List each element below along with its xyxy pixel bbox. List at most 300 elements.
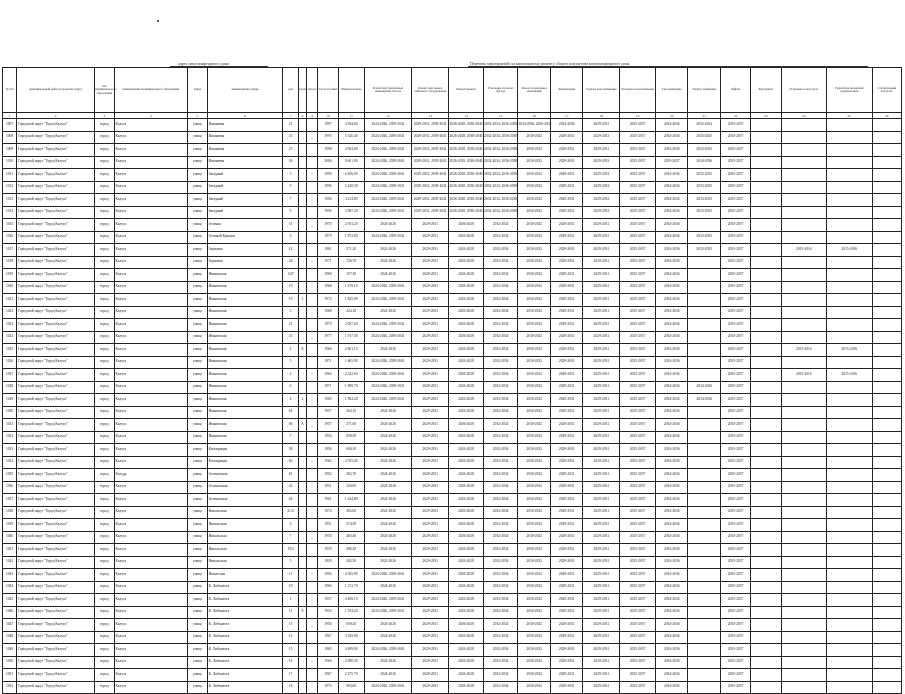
table-cell: 2029-2031	[583, 506, 620, 519]
table-cell: 1008	[3, 131, 17, 144]
table-cell: 2026-2028	[449, 606, 484, 619]
table-cell: 2035-2037	[720, 281, 750, 294]
table-cell	[688, 469, 720, 482]
table-cell	[688, 344, 720, 357]
table-cell: 2026-2028	[449, 331, 484, 344]
table-cell: Ивановская	[207, 356, 283, 369]
table-cell: 2030-2032	[518, 206, 550, 219]
table-cell	[751, 144, 781, 157]
table-cell: Калуга	[114, 219, 188, 232]
table-cell: 2035-2037	[620, 319, 656, 332]
table-cell: 2029-2033	[583, 156, 620, 169]
table-cell: 2024-2026	[364, 494, 412, 507]
table-cell: 2032-2034	[483, 431, 518, 444]
table-cell	[827, 356, 872, 369]
table-cell: 2026-2028, 2038-2040	[449, 206, 484, 219]
table-cell: 2026-2028	[449, 506, 484, 519]
table-cell: 3	[283, 306, 298, 319]
table-cell: 2024-2026, 2039-2041	[364, 294, 412, 307]
table-cell: 2026-2028	[449, 619, 484, 632]
table-cell	[751, 281, 781, 294]
table-cell	[872, 594, 901, 607]
table-cell: улица	[188, 119, 207, 132]
table-cell: город	[95, 331, 114, 344]
table-cell: 2032-2034	[483, 244, 518, 257]
table-cell	[298, 681, 307, 694]
table-cell	[827, 281, 872, 294]
table-cell: 2035-2037	[720, 519, 750, 532]
table-cell: 2035-2037	[620, 419, 656, 432]
table-cell: 2035-2037	[620, 194, 656, 207]
table-cell: город	[95, 656, 114, 669]
table-cell: 2034-2036	[655, 569, 687, 582]
table-cell	[827, 644, 872, 657]
table-cell: 2035-2037	[620, 394, 656, 407]
table-cell	[751, 119, 781, 132]
table-cell: 2029-2031	[550, 606, 582, 619]
table-cell: 2026-2028	[449, 594, 484, 607]
table-cell: 2035-2037	[620, 269, 656, 282]
table-cell: 2035-2037	[620, 494, 656, 507]
table-cell: 2034-2036	[655, 606, 687, 619]
table-row	[3, 644, 902, 657]
table-cell: 2015-2016	[827, 244, 872, 257]
table-cell: 2030-2032	[518, 244, 550, 257]
table-cell: 2034-2036	[655, 594, 687, 607]
table-cell: 1023	[3, 319, 17, 332]
table-cell: К. Либкнехта	[207, 681, 283, 694]
table-cell: 2029-2031, 2039-2041	[412, 156, 449, 169]
table-cell: 2015-2016	[781, 244, 826, 257]
table-cell	[307, 144, 318, 157]
table-cell: Калуга	[114, 481, 188, 494]
table-cell: 1 554,20	[338, 606, 364, 619]
table-cell: город	[95, 481, 114, 494]
table-row	[3, 131, 902, 144]
table-cell: 2033-2035	[688, 206, 720, 219]
table-cell: улица	[188, 206, 207, 219]
table-cell: Городской округ "Город Калуга"	[17, 619, 95, 632]
table-cell: 2035-2037	[620, 656, 656, 669]
table-cell: 1019	[3, 269, 17, 282]
table-cell	[751, 369, 781, 382]
table-cell: 2035-2037	[620, 119, 656, 132]
table-cell: 2035-2037	[620, 581, 656, 594]
table-cell	[298, 269, 307, 282]
column-number: 9	[307, 113, 318, 119]
table-cell: 2029-2031	[583, 619, 620, 632]
table-row	[3, 506, 902, 519]
table-cell	[688, 419, 720, 432]
table-cell: 2035-2037	[720, 319, 750, 332]
table-cell: 2030-2032	[518, 294, 550, 307]
table-cell	[298, 381, 307, 394]
table-cell: Городской округ "Город Калуга"	[17, 381, 95, 394]
table-cell: 2034-2036	[655, 381, 687, 394]
table-cell: 2034-2036	[655, 544, 687, 557]
table-cell: 2029-2031	[412, 519, 449, 532]
table-cell	[751, 169, 781, 182]
table-cell: город	[95, 444, 114, 457]
table-cell: 2035-2037	[720, 231, 750, 244]
table-cell: 2030-2032	[518, 169, 550, 182]
column-number: 22	[720, 113, 750, 119]
table-cell: 2029-2031, 2039-2041	[412, 131, 449, 144]
table-cell: 5	[283, 356, 298, 369]
table-cell: 2026-2028, 2038-2040	[449, 156, 484, 169]
table-cell: город	[95, 544, 114, 557]
table-cell	[872, 406, 901, 419]
table-cell	[298, 219, 307, 232]
column-number: 16	[518, 113, 550, 119]
table-cell	[688, 444, 720, 457]
table-cell: город	[95, 381, 114, 394]
table-cell: 2026-2028	[449, 631, 484, 644]
table-cell: Никольская	[207, 531, 283, 544]
table-cell: 2035-2037	[620, 294, 656, 307]
table-cell: 2032-2034	[483, 506, 518, 519]
table-cell: Калуга	[114, 606, 188, 619]
table-cell: 2032-2034	[483, 669, 518, 682]
capital-repair-table	[2, 67, 902, 694]
column-number: 14	[449, 113, 484, 119]
table-cell: 21	[283, 119, 298, 132]
table-cell: 1020	[3, 281, 17, 294]
table-cell: 2035-2037	[620, 219, 656, 232]
table-cell: 2034-2036	[655, 506, 687, 519]
table-row	[3, 219, 902, 232]
table-cell: 2032-2034	[483, 331, 518, 344]
table-cell: 2029-2031	[583, 244, 620, 257]
table-cell: 1052	[3, 681, 17, 694]
table-cell: улица	[188, 606, 207, 619]
table-cell: Городской округ "Город Калуга"	[17, 644, 95, 657]
table-cell: 1957	[318, 406, 339, 419]
table-cell: Городской округ "Город Калуга"	[17, 119, 95, 132]
table-cell: 2029-2031	[550, 669, 582, 682]
table-cell: 2034-2036	[655, 269, 687, 282]
table-cell: 18	[283, 681, 298, 694]
table-cell: Никольская	[207, 544, 283, 557]
column-number: 10	[318, 113, 339, 119]
table-cell: 2029-2031	[550, 569, 582, 582]
table-cell: 2033-2035	[688, 231, 720, 244]
table-cell: 2024-2026, 2039-2041	[364, 181, 412, 194]
table-cell: 4	[283, 394, 298, 407]
table-cell	[688, 356, 720, 369]
table-cell	[872, 531, 901, 544]
column-header: Фундамент	[751, 68, 781, 113]
table-cell: улица	[188, 156, 207, 169]
column-number: 17	[550, 113, 582, 119]
table-cell: 1994	[318, 194, 339, 207]
table-cell	[751, 594, 781, 607]
table-cell: 2035-2037	[620, 306, 656, 319]
table-cell: 2 935,40	[338, 456, 364, 469]
table-cell	[827, 256, 872, 269]
table-cell: 1029	[3, 394, 17, 407]
table-cell: 1043	[3, 569, 17, 582]
table-cell: Калуга	[114, 319, 188, 332]
table-row	[3, 319, 902, 332]
table-cell: улица	[188, 381, 207, 394]
table-cell: 694,10	[338, 444, 364, 457]
table-cell	[872, 369, 901, 382]
table-cell: улица	[188, 544, 207, 557]
table-row	[3, 244, 902, 257]
column-header: Ремонт внутридомовых инженерных систем	[364, 68, 412, 113]
table-cell: 2029-2031	[550, 431, 582, 444]
table-cell	[298, 406, 307, 419]
column-header: тип муниципального образования	[95, 68, 114, 113]
table-cell	[688, 644, 720, 657]
table-cell: 1040	[3, 531, 17, 544]
table-cell: 2029-2031	[412, 294, 449, 307]
table-cell	[872, 356, 901, 369]
table-cell	[307, 544, 318, 557]
table-cell: город	[95, 494, 114, 507]
table-cell: Калуга	[114, 556, 188, 569]
table-cell: 2024-2026	[364, 531, 412, 544]
table-cell: 44	[283, 494, 298, 507]
table-cell: 3 987,20	[338, 206, 364, 219]
column-number: 3	[95, 113, 114, 119]
table-cell: 11	[283, 606, 298, 619]
table-cell	[298, 231, 307, 244]
table-cell: Калуга	[114, 156, 188, 169]
table-cell: 2026-2028	[449, 469, 484, 482]
table-cell: Ивановская	[207, 406, 283, 419]
table-cell: 2032-2034	[483, 656, 518, 669]
table-cell	[781, 481, 826, 494]
table-cell: 2034-2036	[655, 169, 687, 182]
table-cell: 2024-2026, 2039-2041	[364, 594, 412, 607]
table-cell: 4 365,90	[338, 569, 364, 582]
table-cell	[298, 644, 307, 657]
table-cell: Городской округ "Город Калуга"	[17, 669, 95, 682]
table-cell: 2032-2034	[483, 269, 518, 282]
table-cell: 2030-2032	[518, 581, 550, 594]
table-cell: улица	[188, 344, 207, 357]
table-cell	[827, 494, 872, 507]
table-cell: 1961	[318, 244, 339, 257]
table-cell: город	[95, 669, 114, 682]
table-cell	[872, 131, 901, 144]
table-row	[3, 519, 902, 532]
table-cell	[872, 294, 901, 307]
table-cell: 2029-2031	[550, 231, 582, 244]
table-cell: 2030-2032	[518, 431, 550, 444]
table-cell: 2029-2031	[583, 606, 620, 619]
column-header: Канализация	[550, 68, 582, 113]
table-cell	[751, 206, 781, 219]
table-cell	[781, 569, 826, 582]
table-cell	[751, 494, 781, 507]
table-cell: 2032-2034	[483, 381, 518, 394]
table-cell: 2032-2034, 2036-2038	[483, 119, 518, 132]
table-cell: 157,30	[338, 269, 364, 282]
table-cell	[781, 669, 826, 682]
table-cell: 2035-2037	[720, 456, 750, 469]
table-cell	[688, 581, 720, 594]
table-cell	[751, 306, 781, 319]
table-cell: 2026-2028, 2038-2040	[449, 119, 484, 132]
table-cell	[751, 644, 781, 657]
table-cell: Городской округ "Город Калуга"	[17, 206, 95, 219]
table-cell: Зеленовская	[207, 494, 283, 507]
table-cell: Городской округ "Город Калуга"	[17, 219, 95, 232]
table-cell: 2029-2031	[550, 419, 582, 432]
table-cell: 1033	[3, 444, 17, 457]
table-cell: 2032-2034, 2036-2038	[483, 156, 518, 169]
table-cell: 2029-2031	[412, 344, 449, 357]
table-cell: 2029-2031	[550, 619, 582, 632]
table-cell	[298, 569, 307, 582]
table-cell: Городской округ "Город Калуга"	[17, 556, 95, 569]
table-cell	[781, 594, 826, 607]
table-cell: 2035-2037	[620, 506, 656, 519]
table-cell: 2029-2031	[550, 456, 582, 469]
column-header: № п/п	[3, 68, 17, 113]
table-cell: 2029-2031	[550, 294, 582, 307]
table-cell: 2029-2031	[583, 581, 620, 594]
table-cell: город	[95, 556, 114, 569]
table-cell: 2032-2034	[483, 681, 518, 694]
table-cell	[298, 506, 307, 519]
table-cell: 2032-2034	[483, 306, 518, 319]
table-cell	[688, 506, 720, 519]
table-cell	[307, 256, 318, 269]
table-cell: 2032-2034	[483, 294, 518, 307]
table-cell: город	[95, 181, 114, 194]
table-row	[3, 469, 902, 482]
column-number: 15	[483, 113, 518, 119]
table-cell: 1956	[318, 444, 339, 457]
table-cell: 2035-2037	[620, 231, 656, 244]
table-row	[3, 169, 902, 182]
table-cell: 2029-2031	[412, 656, 449, 669]
table-cell: 2024-2026	[364, 444, 412, 457]
table-cell: 2029-2031	[550, 194, 582, 207]
table-cell: 6	[283, 381, 298, 394]
table-cell	[872, 606, 901, 619]
table-cell: Городской округ "Город Калуга"	[17, 469, 95, 482]
table-cell: 2035-2037	[720, 144, 750, 157]
table-cell	[307, 344, 318, 357]
table-cell: 2 275,70	[338, 669, 364, 682]
table-row	[3, 344, 902, 357]
table-cell: 2035-2037	[720, 494, 750, 507]
table-cell	[781, 519, 826, 532]
table-cell	[688, 369, 720, 382]
column-header: муниципальный район (городской округ)	[17, 68, 95, 113]
table-cell	[872, 144, 901, 157]
table-cell	[688, 669, 720, 682]
table-cell: 17	[283, 669, 298, 682]
table-cell: 2035-2037	[720, 156, 750, 169]
table-cell	[781, 219, 826, 232]
table-cell	[872, 281, 901, 294]
table-cell	[298, 519, 307, 532]
table-cell: 2032-2034	[483, 281, 518, 294]
table-cell: 2035-2037	[620, 356, 656, 369]
table-cell: 2030-2032	[518, 519, 550, 532]
table-cell: Городской округ "Город Калуга"	[17, 319, 95, 332]
table-cell: Вишневая	[207, 144, 283, 157]
works-group-label: Перечень мероприятий по капитальному ремонту общего имущества многоквартирного дома	[470, 61, 630, 66]
table-cell: 2029-2031	[583, 256, 620, 269]
table-cell	[872, 631, 901, 644]
table-cell: 2/13	[283, 506, 298, 519]
table-cell: 2029-2031	[583, 469, 620, 482]
table-cell: город	[95, 606, 114, 619]
table-cell	[781, 406, 826, 419]
table-cell: улица	[188, 619, 207, 632]
table-cell: 2029-2031	[550, 281, 582, 294]
table-cell: Зерновая	[207, 244, 283, 257]
table-cell: Калуга	[114, 331, 188, 344]
table-cell	[307, 606, 318, 619]
table-cell: 2032-2034	[483, 569, 518, 582]
table-cell	[872, 331, 901, 344]
table-cell: 2034-2036	[655, 394, 687, 407]
table-cell: 2024-2026	[364, 456, 412, 469]
table-cell: 61	[283, 469, 298, 482]
table-cell: город	[95, 344, 114, 357]
table-cell: 2029-2031	[412, 681, 449, 694]
table-cell: улица	[188, 669, 207, 682]
table-cell: город	[95, 156, 114, 169]
table-cell: Звездный	[207, 194, 283, 207]
table-cell: Калуга	[114, 281, 188, 294]
table-cell: 2029-2031	[583, 219, 620, 232]
table-cell: 19	[283, 281, 298, 294]
table-cell: 2029-2031, 2039-2041	[412, 181, 449, 194]
table-cell: 2035-2037	[720, 206, 750, 219]
table-cell: 2024-2026	[364, 481, 412, 494]
table-cell: К. Либкнехта	[207, 581, 283, 594]
table-cell: 2032-2034, 2036-2038	[483, 181, 518, 194]
table-cell: 51	[283, 219, 298, 232]
table-cell: 2029-2031	[412, 281, 449, 294]
table-cell: 2015-2016	[827, 344, 872, 357]
table-cell: 282,30	[338, 556, 364, 569]
table-cell	[751, 619, 781, 632]
table-cell: 2034-2036	[655, 431, 687, 444]
table-cell: 4	[283, 369, 298, 382]
table-cell: 2029-2031	[550, 381, 582, 394]
table-cell: 2032-2034	[483, 369, 518, 382]
table-cell: 2030-2032	[518, 494, 550, 507]
table-cell: 2030-2032	[518, 619, 550, 632]
table-cell: Калуга	[114, 356, 188, 369]
table-cell	[827, 506, 872, 519]
table-cell	[298, 356, 307, 369]
table-cell	[751, 569, 781, 582]
table-cell: город	[95, 219, 114, 232]
table-cell: 2035-2037	[720, 394, 750, 407]
table-cell: 1971	[318, 381, 339, 394]
table-cell: 2026-2028	[449, 494, 484, 507]
table-cell	[688, 494, 720, 507]
table-cell: 1970	[318, 219, 339, 232]
table-cell: 3	[283, 519, 298, 532]
table-cell: 2035-2037	[620, 644, 656, 657]
table-cell: 5 326,40	[338, 131, 364, 144]
table-cell: 2026-2028	[449, 569, 484, 582]
table-cell	[688, 294, 720, 307]
table-cell: 2026-2028	[449, 419, 484, 432]
